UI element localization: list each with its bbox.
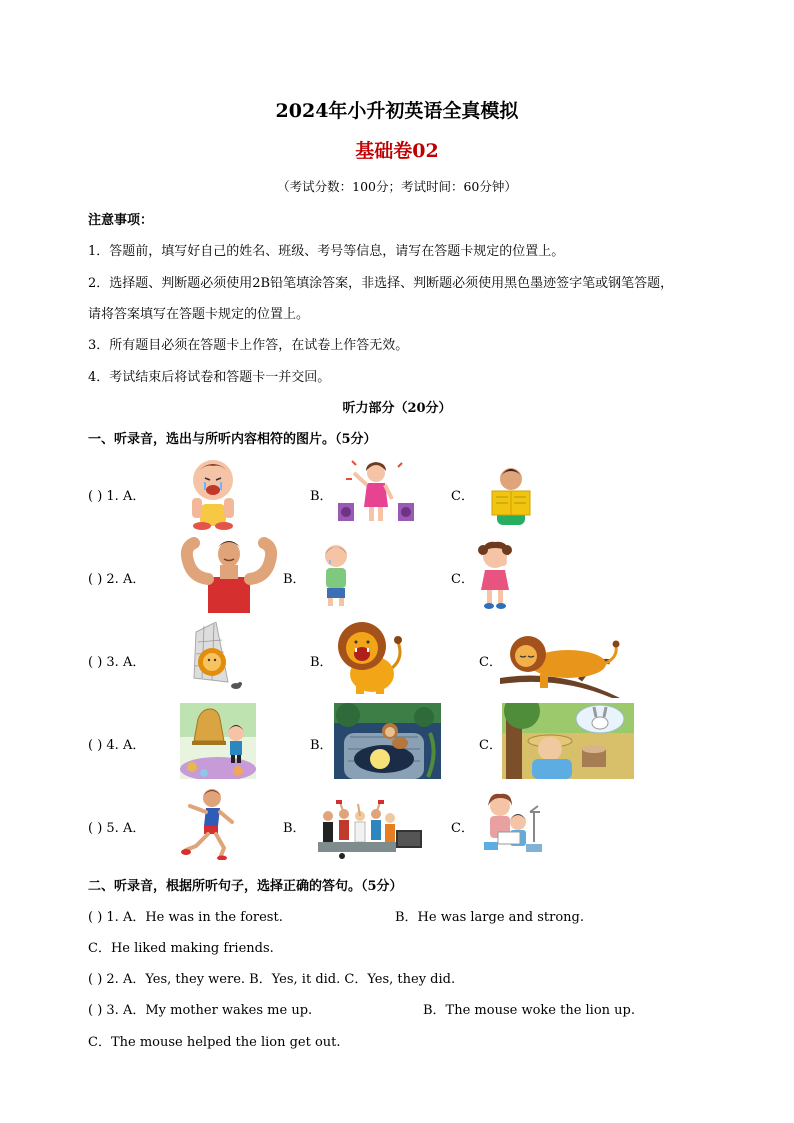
option-c-label: C． (479, 655, 502, 670)
question-1-label: ( ) 1. A． (88, 489, 146, 504)
family-reading-image[interactable] (480, 792, 546, 854)
option-c-label: C． (479, 738, 502, 753)
option-b-label: B． (283, 572, 306, 587)
question-2-label: ( ) 2. A． (88, 572, 146, 587)
strong-man-image[interactable] (180, 537, 278, 613)
question-option: B．He was large and strong. (395, 910, 585, 925)
question-option: C．He liked making friends. (88, 941, 274, 956)
option-c-label: C． (451, 572, 474, 587)
note-item: 4．考试结束后将试卷和答题卡一并交回。 (88, 370, 331, 385)
option-b-label: B． (283, 821, 306, 836)
question-3-label: ( ) 3. A． (88, 655, 146, 670)
option-b-label: B． (310, 655, 333, 670)
notes-heading: 注意事项： (88, 213, 154, 228)
part1-heading: 一、听录音，选出与所听内容相符的图片。（5分） (88, 432, 377, 447)
lion-sleeping-on-tree-image[interactable] (500, 618, 624, 698)
boy-reading-image[interactable] (488, 465, 534, 527)
girl-coughing-image[interactable] (477, 540, 515, 610)
roaring-lion-image[interactable] (334, 618, 404, 696)
farmer-and-rabbit-image[interactable] (502, 703, 634, 779)
listening-heading: 听力部分（20分） (342, 401, 452, 416)
note-item: 1．答题前，填写好自己的姓名、班级、考号等信息，请写在答题卡规定的位置上。 (88, 244, 565, 259)
note-item: 2．选择题、判断题必须使用2B铅笔填涂答案，非选择、判断题必须使用黑色墨迹签字笔或钢笔答题， (88, 276, 674, 291)
part2-heading: 二、听录音，根据所听句子，选择正确的答句。（5分） (88, 879, 403, 894)
page-subtitle: 基础卷02 (355, 140, 439, 162)
option-c-label: C． (451, 821, 474, 836)
crying-baby-image[interactable] (190, 456, 236, 530)
note-item: 3．所有题目必须在答题卡上作答，在试卷上作答无效。 (88, 338, 409, 353)
question-text: ( ) 3. A．My mother wakes me up. (88, 1003, 313, 1018)
singing-girl-image[interactable] (336, 459, 416, 525)
monkey-moon-well-image[interactable] (334, 703, 441, 779)
page-title: 2024年小升初英语全真模拟 (275, 100, 519, 122)
question-option: C．The mouse helped the lion get out. (88, 1035, 341, 1050)
question-text: ( ) 2. A．Yes, they were. B．Yes, it did. C．Yes, they did. (88, 972, 456, 987)
exam-info: （考试分数：100分；考试时间：60分钟） (277, 179, 517, 194)
lion-in-net-image[interactable] (188, 622, 248, 694)
option-c-label: C． (451, 489, 474, 504)
cheering-crowd-image[interactable] (318, 800, 424, 860)
sad-boy-image[interactable] (318, 542, 354, 608)
question-option: B．The mouse woke the lion up. (423, 1003, 635, 1018)
boy-with-bell-image[interactable] (180, 703, 256, 779)
option-b-label: B． (310, 738, 333, 753)
question-text: ( ) 1. A．He was in the forest. (88, 910, 283, 925)
running-boy-image[interactable] (180, 786, 236, 860)
option-b-label: B． (310, 489, 333, 504)
question-4-label: ( ) 4. A． (88, 738, 146, 753)
question-5-label: ( ) 5. A． (88, 821, 146, 836)
note-item: 请将答案填写在答题卡规定的位置上。 (88, 307, 310, 322)
